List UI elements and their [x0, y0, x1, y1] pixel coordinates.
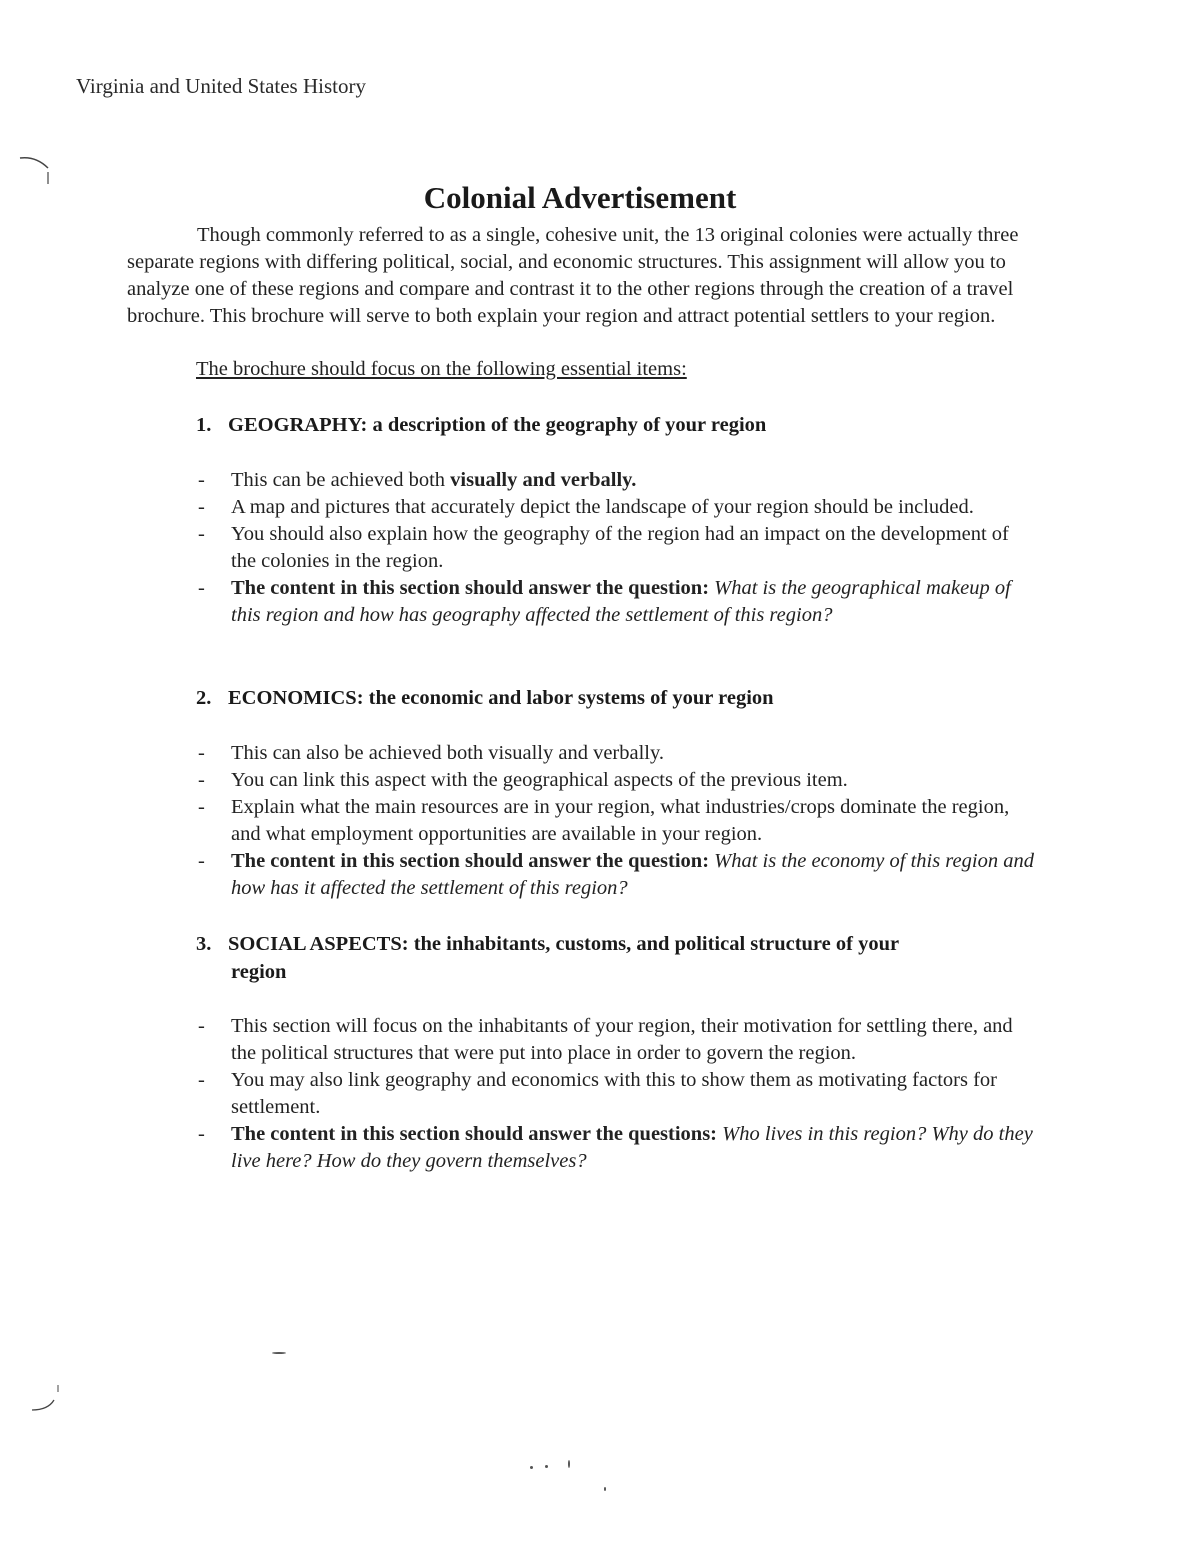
list-item: - This can be achieved both visually and verbally.: [198, 469, 637, 491]
section-heading-lead: GEOGRAPHY:: [228, 414, 368, 436]
bullet-text: You should also explain how the geography of the region had an impact on the development of the colonies in the region.: [231, 523, 1009, 572]
scan-mark-icon: [18, 150, 58, 195]
section-heading-economics: [196, 684, 1026, 712]
section-heading-rest: the economic and labor systems of your region: [363, 687, 774, 709]
bullet-bold-text: visually and verbally.: [450, 469, 637, 491]
scan-speck: [530, 1466, 533, 1469]
section-heading-rest: a description of the geography of your region: [367, 414, 767, 436]
list-item: - The content in this section should answer the question: What is the geographical makeup of this region and how has geography affected the settlement of this region?: [198, 577, 1011, 626]
focus-line: The brochure should focus on the following essential items:: [196, 358, 687, 380]
bullet-text: This can be achieved both: [231, 469, 451, 491]
section-number: 3.: [196, 933, 212, 955]
section-heading-social-aspects: [196, 930, 1026, 986]
list-item: - You can link this aspect with the geographical aspects of the previous item.: [198, 769, 848, 791]
page-title: Colonial Advertisement: [423, 180, 737, 215]
bullet-text: This can also be achieved both visually and verbally.: [231, 742, 665, 764]
section-heading-geography: [196, 411, 1026, 439]
bullet-question-text: Who lives in this region? Why do they live here? How do they govern themselves?: [231, 1123, 1033, 1172]
bullet-bold-text: The content in this section should answer the questions:: [231, 1123, 717, 1145]
section-heading-continuation: region: [231, 961, 287, 983]
bullet-text: Explain what the main resources are in your region, what industries/crops dominate the region, and what employment opportunities are available in your region.: [231, 796, 1010, 845]
scan-mark-icon: [28, 1380, 68, 1420]
section-heading-lead: SOCIAL ASPECTS:: [228, 933, 409, 955]
list-item: - You may also link geography and economics with this to show them as motivating factors for settlement.: [198, 1069, 997, 1118]
list-item: - The content in this section should answer the questions: Who lives in this region? Why do they live here? How do they govern themselves?: [198, 1123, 1033, 1172]
bullet-text: A map and pictures that accurately depict the landscape of your region should be included.: [231, 496, 974, 518]
list-item: - You should also explain how the geography of the region had an impact on the development of the colonies in the region.: [198, 523, 1009, 572]
bullet-list-social-aspects: [196, 1013, 1036, 1175]
section-heading-rest: the inhabitants, customs, and political structure of your: [408, 933, 900, 955]
list-item: - This can also be achieved both visually and verbally.: [198, 742, 665, 764]
bullet-list-economics: [196, 740, 1036, 902]
scan-speck: [272, 1352, 286, 1354]
scan-speck: [568, 1460, 570, 1468]
bullet-bold-text: The content in this section should answer the question:: [231, 850, 710, 872]
list-item: - The content in this section should answer the question: What is the economy of this region and how has it affected the settlement of this region?: [198, 850, 1034, 899]
document-header: Virginia and United States History: [76, 74, 366, 98]
list-item: - This section will focus on the inhabitants of your region, their motivation for settling there, and the political structures that were put into place in order to govern the region.: [198, 1015, 1013, 1064]
scan-speck: [604, 1487, 606, 1491]
bullet-list-geography: [196, 467, 1036, 629]
list-item: - Explain what the main resources are in your region, what industries/crops dominate the region, and what employment opportunities are available in your region.: [198, 796, 1010, 845]
bullet-question-text: What is the economy of this region and how has it affected the settlement of this region?: [231, 850, 1034, 899]
bullet-text: This section will focus on the inhabitants of your region, their motivation for settling there, and the political structures that were put into place in order to govern the region.: [231, 1015, 1013, 1064]
bullet-text: You may also link geography and economics with this to show them as motivating factors for settlement.: [231, 1069, 997, 1118]
scan-speck: [545, 1465, 548, 1468]
bullet-text: You can link this aspect with the geographical aspects of the previous item.: [231, 769, 848, 791]
bullet-bold-text: The content in this section should answer the question:: [231, 577, 710, 599]
list-item: - A map and pictures that accurately depict the landscape of your region should be included.: [198, 496, 974, 518]
section-heading-lead: ECONOMICS:: [228, 687, 364, 709]
intro-paragraph: Though commonly referred to as a single, cohesive unit, the 13 original colonies were actually three separate regions with differing political, social, and economic structures. This assignment will allow you to analyze one of these regions and compare and contrast it to the other regions through the creation of a travel brochure. This brochure will serve to both explain your region and attract potential settlers to your region.: [127, 224, 1019, 327]
bullet-question-text: What is the geographical makeup of this region and how has geography affected the settlement of this region?: [231, 577, 1011, 626]
section-number: 1.: [196, 414, 212, 436]
section-number: 2.: [196, 687, 212, 709]
